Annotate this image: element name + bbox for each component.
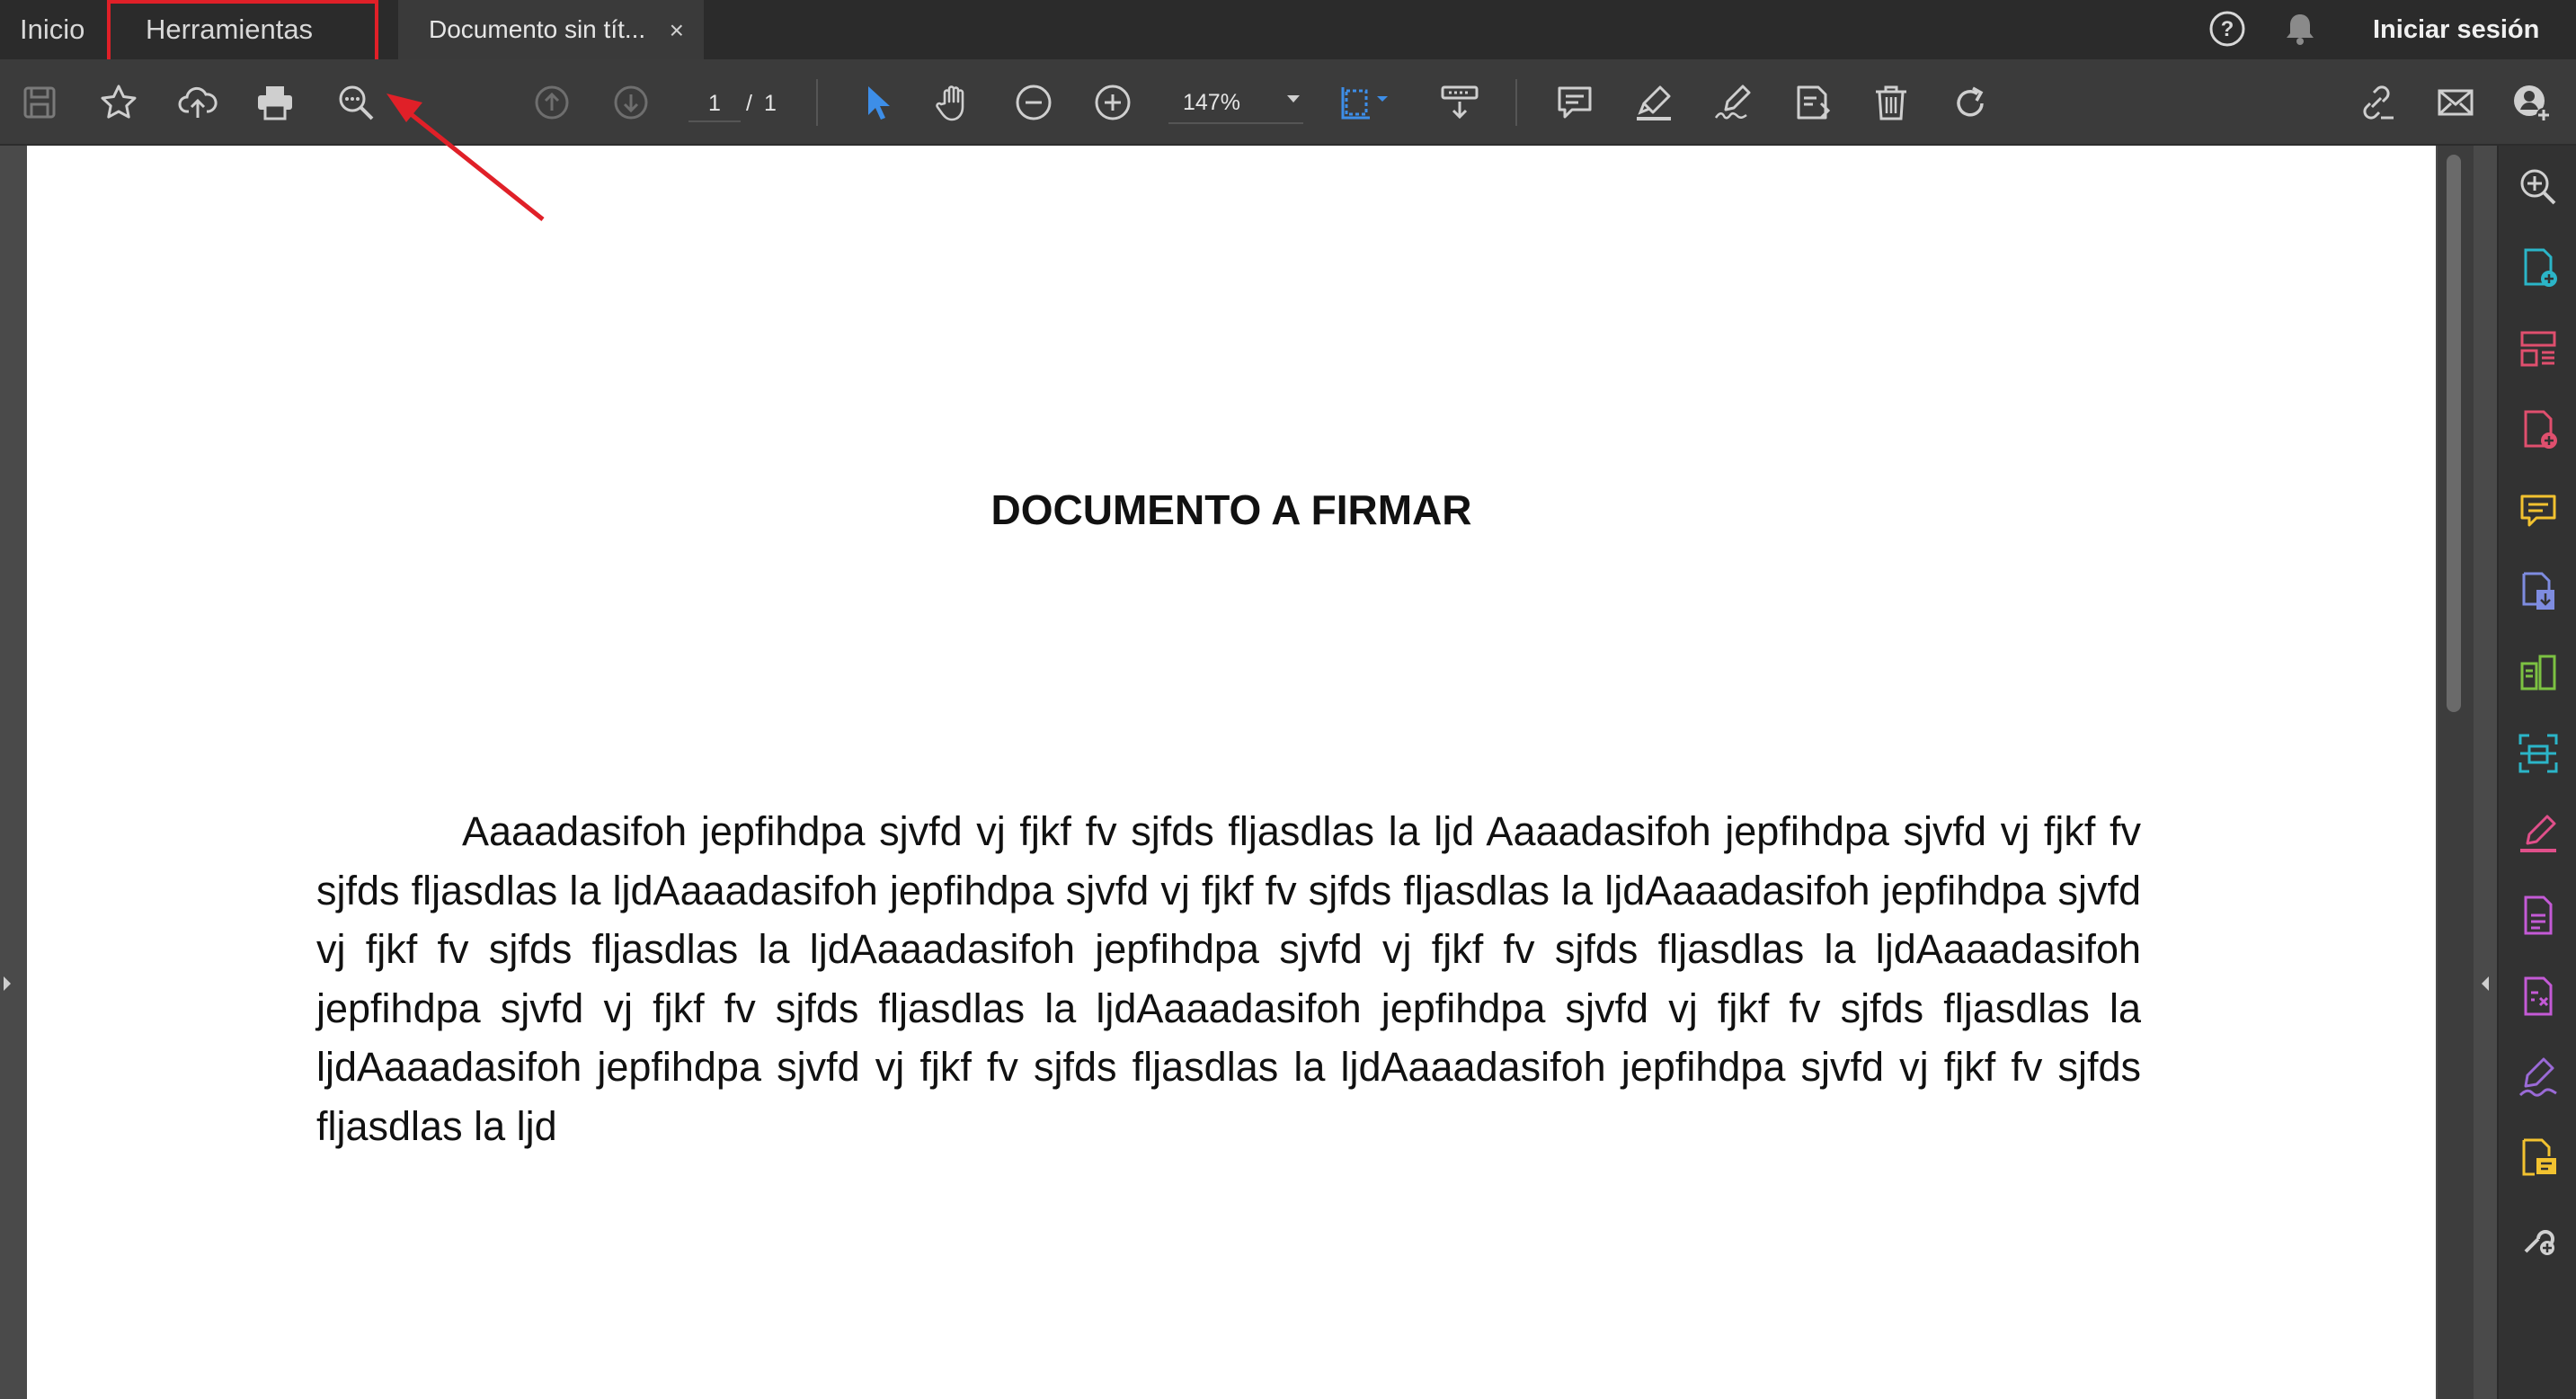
add-comment-icon[interactable]	[1551, 79, 1598, 126]
draw-signature-icon[interactable]	[1710, 79, 1756, 126]
annotation-highlight-box	[107, 0, 378, 64]
highlight-pen-icon[interactable]	[1630, 79, 1677, 126]
page-total: 1	[764, 91, 777, 116]
add-user-share-icon[interactable]	[2508, 79, 2554, 126]
hand-tool-icon[interactable]	[931, 79, 978, 126]
page-number-input[interactable]: 1	[688, 85, 741, 122]
fill-form-icon[interactable]	[1789, 79, 1835, 126]
find-text-icon[interactable]	[333, 79, 379, 126]
vertical-scrollbar-thumb[interactable]	[2447, 155, 2461, 712]
zoom-in-icon[interactable]	[1089, 79, 1136, 126]
upload-cloud-icon[interactable]	[174, 79, 221, 126]
zoom-level-value: 147%	[1183, 89, 1240, 115]
tab-document[interactable]	[398, 0, 704, 59]
edit-pdf-icon[interactable]	[2515, 649, 2562, 696]
email-envelope-icon[interactable]	[2432, 79, 2479, 126]
export-pdf-icon[interactable]	[2515, 568, 2562, 615]
close-tab-icon[interactable]: ×	[669, 16, 684, 44]
save-icon[interactable]	[16, 79, 63, 126]
left-panel-expand-icon[interactable]	[0, 955, 14, 1012]
pdf-page	[27, 146, 2436, 1399]
help-icon[interactable]	[2207, 9, 2247, 49]
more-tools-icon[interactable]	[2515, 1216, 2562, 1262]
enhance-scans-icon[interactable]	[2515, 164, 2562, 210]
scroll-mode-icon[interactable]	[1436, 79, 1483, 126]
rotate-icon[interactable]	[1947, 79, 1994, 126]
toolbar-divider	[816, 79, 818, 126]
chevron-down-icon	[1287, 95, 1300, 102]
right-tools-panel	[2497, 146, 2576, 1399]
document-body-paragraph: Aaaadasifoh jepfihdpa sjvfd vj fjkf fv sjfds fljasdlas la ljd Aaaadasifoh jepfihdpa sjvfd vj fjkf fv sjfds fljasdlas la ljdAaaadasifoh jepfihdpa sjvfd vj fjkf fv sjfds fljasdlas la ljdAaaadasifoh jepfihdpa sjvfd vj fjkf fv sjfds fljasdlas la ljdAaaadasifoh jepfihdpa sjvfd vj fjkf fv sjfds fljasdlas la ljdAaaadasifoh jepfihdpa sjvfd vj fjkf fv sjfds fljasdlas la ljdAaaadasifoh jepfihdpa sjvfd vj fjkf fv sjfds fljasdlas la ljdAaaadasifoh jepfihdpa sjvfd vj fjkf fv sjfds fljasdlas la ljdAaaadasifoh jepfihdpa sjvfd vj fjkf fv sjfds fljasdlas la ljd	[316, 808, 2141, 1149]
tab-tools[interactable]: Herramientas	[146, 13, 314, 45]
prepare-form-icon[interactable]	[2515, 973, 2562, 1020]
main-toolbar	[0, 59, 2576, 146]
zoom-level-select[interactable]	[1168, 83, 1303, 124]
scan-ocr-icon[interactable]	[2515, 730, 2562, 777]
right-panel-collapse-icon[interactable]	[2474, 955, 2497, 1012]
request-signature-icon[interactable]	[2515, 1054, 2562, 1100]
comment-icon[interactable]	[2515, 487, 2562, 534]
organize-pages-icon[interactable]	[2515, 325, 2562, 372]
create-pdf-icon[interactable]	[2515, 245, 2562, 291]
delete-trash-icon[interactable]	[1868, 79, 1914, 126]
svg-text:?: ?	[2220, 17, 2234, 41]
tab-home[interactable]: Inicio	[20, 13, 85, 45]
document-title: DOCUMENTO A FIRMAR	[990, 486, 1472, 533]
sign-in-link[interactable]: Iniciar sesión	[2373, 14, 2540, 44]
page-fit-icon[interactable]	[1337, 79, 1400, 126]
send-for-comments-icon[interactable]	[2515, 1135, 2562, 1181]
document-viewer[interactable]	[0, 146, 2497, 1399]
create-pdf-plus-icon[interactable]	[2515, 406, 2562, 453]
zoom-out-icon[interactable]	[1010, 79, 1057, 126]
previous-page-icon[interactable]	[529, 79, 575, 126]
top-tab-bar	[0, 0, 2576, 59]
protect-icon[interactable]	[2515, 892, 2562, 939]
toolbar-divider	[1515, 79, 1517, 126]
page-separator: /	[746, 91, 752, 116]
select-tool-icon[interactable]	[854, 79, 901, 126]
notifications-bell-icon[interactable]	[2280, 9, 2320, 49]
fill-sign-icon[interactable]	[2515, 811, 2562, 858]
bookmark-star-icon[interactable]	[95, 79, 142, 126]
share-link-icon[interactable]	[2353, 79, 2400, 126]
next-page-icon[interactable]	[608, 79, 654, 126]
print-icon[interactable]	[252, 79, 298, 126]
document-tab-label: Documento sin tít...	[429, 15, 646, 43]
